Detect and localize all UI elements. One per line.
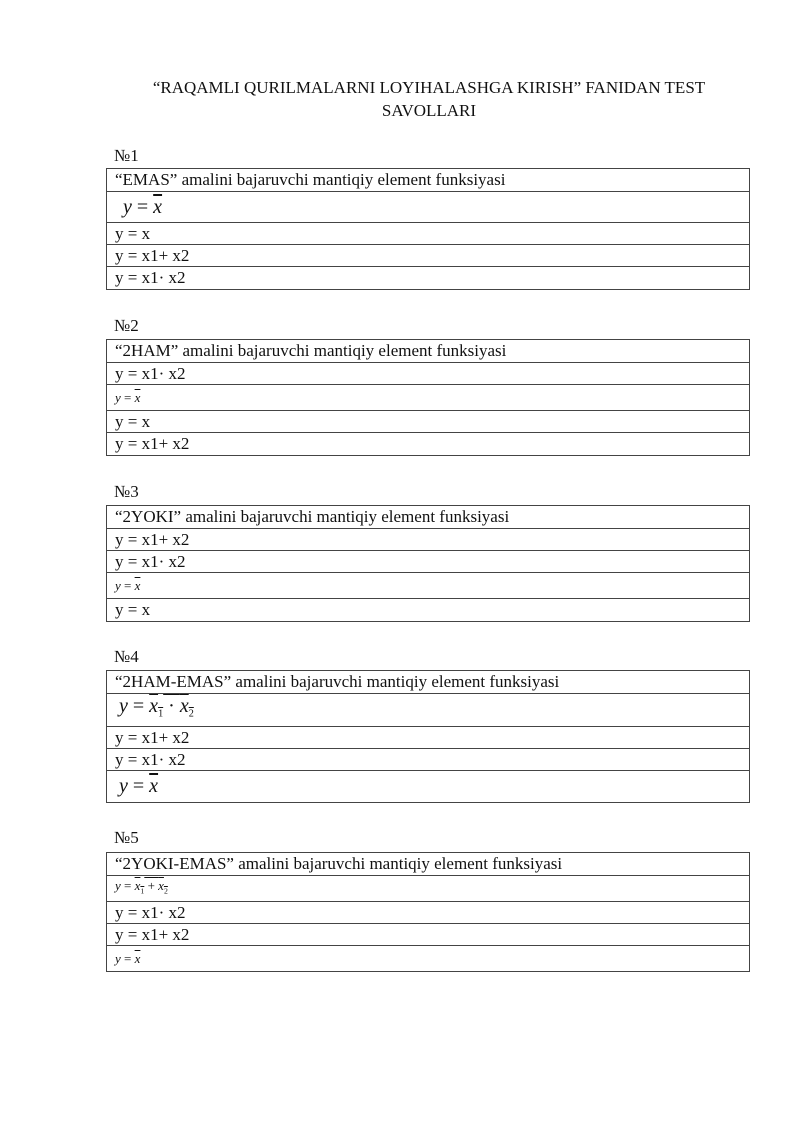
answer-option: $y = \overline{x}$: [107, 771, 750, 803]
document-title: “RAQAMLI QURILMALARNI LOYIHALASHGA KIRISH” FANIDAN TEST SAVOLLARI: [152, 78, 706, 120]
answer-option: y = x1· x2: [107, 749, 750, 771]
answer-option: $y = x_1 + x_2$: [107, 876, 750, 902]
answer-option: y = x1+ x2: [107, 245, 750, 267]
question-number: №4: [114, 647, 139, 666]
question-table: [106, 670, 750, 803]
answer-option: y = x1· x2: [107, 551, 750, 573]
question-number: №3: [114, 482, 139, 501]
answer-option: y = x1+ x2: [107, 529, 750, 551]
answer-option: $y = \overline{x}$: [107, 946, 750, 972]
answer-option: y = x: [107, 223, 750, 245]
answer-option: y = x1· x2: [107, 902, 750, 924]
question-number: №5: [114, 828, 139, 847]
answer-option: $y = x_1 \cdot x_2$: [107, 694, 750, 727]
question-text: “2YOKI” amalini bajaruvchi mantiqiy element funksiyasi: [107, 506, 750, 529]
question-table: [106, 505, 750, 622]
question-text: “2HAM” amalini bajaruvchi mantiqiy element funksiyasi: [107, 340, 750, 363]
answer-option: y = x: [107, 599, 750, 622]
answer-option: y = x1+ x2: [107, 924, 750, 946]
question-text: “EMAS” amalini bajaruvchi mantiqiy element funksiyasi: [107, 169, 750, 192]
answer-option: y = x1+ x2: [107, 727, 750, 749]
answer-option: $y = \overline{x}$: [107, 192, 750, 223]
answer-option: $y = \overline{x}$: [107, 385, 750, 411]
question-table: [106, 339, 750, 456]
question-number: №1: [114, 146, 139, 165]
answer-option: y = x1· x2: [107, 267, 750, 290]
answer-option: y = x1+ x2: [107, 433, 750, 456]
question-number: №2: [114, 316, 139, 335]
question-table: [106, 852, 750, 972]
question-text: “2YOKI-EMAS” amalini bajaruvchi mantiqiy element funksiyasi: [107, 853, 750, 876]
answer-option: $y = \overline{x}$: [107, 573, 750, 599]
answer-option: y = x: [107, 411, 750, 433]
answer-option: y = x1· x2: [107, 363, 750, 385]
question-text: “2HAM-EMAS” amalini bajaruvchi mantiqiy element funksiyasi: [107, 671, 750, 694]
question-table: [106, 168, 750, 290]
